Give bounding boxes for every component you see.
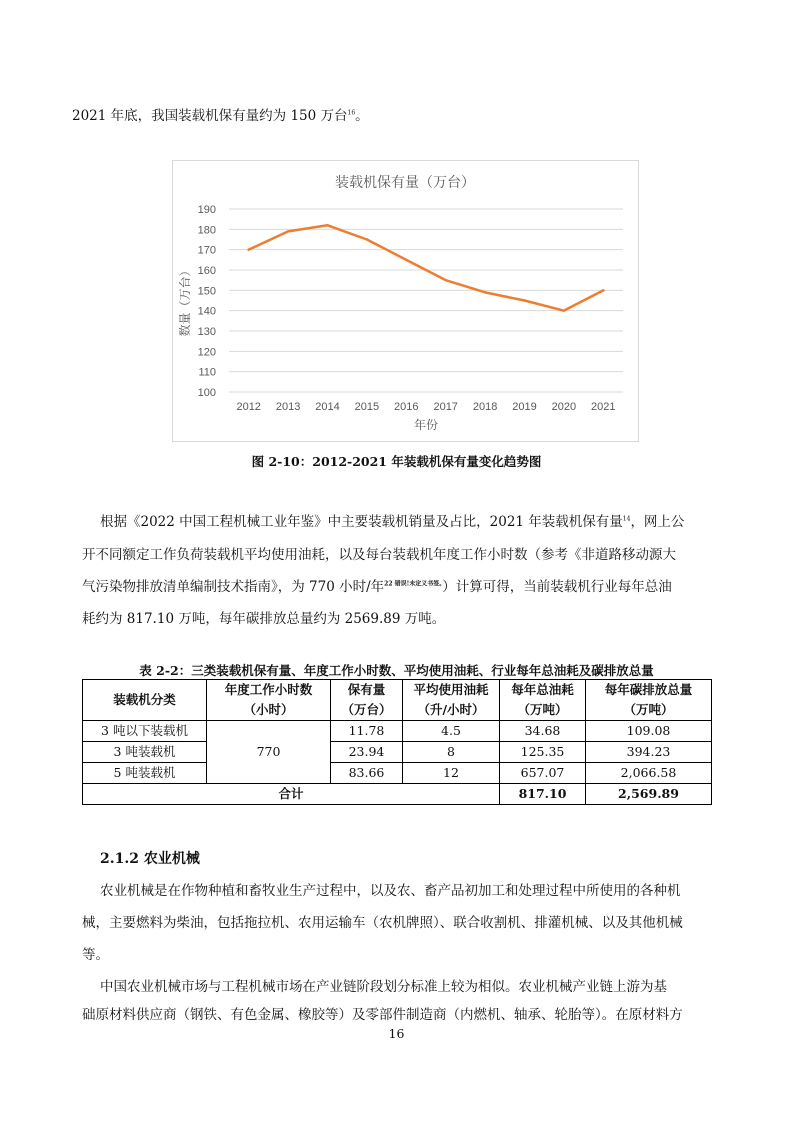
x-tick-label: 2014 [315,401,340,413]
y-tick-label: 150 [197,285,216,298]
cell-stock: 83.66 [331,763,403,784]
para1-text-a: 根据《2022 中国工程机械工业年鉴》中主要装载机销量及占比，2021 年装载机保有量 [100,514,623,530]
cell-stock: 11.78 [331,721,403,742]
citation-ref: 16 [347,109,356,117]
data-point [602,289,604,291]
para2-line3 [82,943,109,963]
data-point [405,259,407,261]
header-cell: 年度工作小时数 （小时） [207,680,331,721]
x-tick-label: 2016 [394,401,419,413]
x-tick-label: 2013 [275,401,301,413]
header-cell: 每年总油耗 （万吨） [500,680,586,721]
page-number: 16 [388,1026,405,1041]
x-tick-label: 2012 [236,401,261,413]
y-tick-label: 140 [197,305,216,318]
data-point [445,279,447,281]
x-tick-label: 2015 [354,401,380,413]
y-tick-label: 110 [198,366,216,379]
data-point [326,224,328,226]
x-tick-label: 2020 [551,401,577,413]
para2-text-l2: 械，主要燃料为柴油，包括拖拉机、农用运输车（农机牌照）、联合收割机、排灌机械、以及其他机械 [82,915,683,931]
header-cell: 保有量 （万台） [331,680,403,721]
table-caption: 表 2-2：三类装载机保有量、年度工作小时数、平均使用油耗、行业每年总油耗及碳排放总量 [139,663,654,678]
header-cell: 平均使用油耗 （升/小时） [403,680,500,721]
cell-total: 125.35 [500,742,586,763]
cell-carbon: 109.08 [586,721,712,742]
para3-text-l1: 中国农业机械市场与工程机械市场在产业链阶段划分标准上较为相似。农业机械产业链上游为基 [100,979,667,995]
table-total-row [83,784,712,805]
line-chart [172,160,639,442]
table-header-row [83,680,712,721]
table-row [83,721,712,742]
total-label: 合计 [83,784,500,805]
table-row [83,742,712,763]
data-point [366,238,368,240]
para3-line2 [82,1003,683,1023]
y-tick-label: 170 [197,244,216,257]
para1-text-l3b: ）计算可得，当前装载机行业每年总油 [442,579,672,595]
data-point [248,248,250,250]
intro-text: 2021 年底，我国装载机保有量约为 150 万台 [72,108,348,124]
y-tick-label: 100 [197,387,216,399]
y-tick-label: 190 [197,204,216,216]
cell-type: 5 吨装载机 [83,763,207,784]
para1-line3 [82,575,672,595]
x-tick-label: 2021 [591,401,616,413]
cell-carbon: 394.23 [586,742,712,763]
cell-type: 3 吨以下装载机 [83,721,207,742]
y-tick-label: 120 [197,346,216,359]
x-axis-title: 年份 [413,418,439,432]
header-cell: 每年碳排放总量 （万吨） [586,680,712,721]
y-tick-label: 160 [197,265,216,277]
data-point [287,230,289,232]
para1-text-l3a: 气污染物排放清单编制技术指南》，为 770 小时/年 [82,579,385,595]
series-line [249,225,604,310]
para2-text-l1: 农业机械是在作物种植和畜牧业生产过程中，以及农、畜产品初加工和处理过程中所使用的各种机 [100,883,681,899]
x-tick-label: 2018 [472,401,498,413]
para1-line4 [82,607,445,627]
intro-end: 。 [355,108,369,124]
cell-type: 3 吨装载机 [83,742,207,763]
para1-text-l4: 耗约为 817.10 万吨，每年碳排放总量约为 2569.89 万吨。 [82,611,446,627]
total-fuel: 817.10 [500,784,586,805]
y-tick-label: 180 [197,224,216,237]
para3-line1 [100,975,667,995]
y-axis-title: 数量（万台） [178,264,192,337]
chart-svg [173,161,638,441]
y-tick-label: 130 [197,326,216,338]
x-tick-label: 2019 [512,401,537,413]
para1-text-b: ，网上公 [630,514,685,530]
cell-fuel: 4.5 [403,721,500,742]
section-title: 2.1.2 农业机械 [100,851,200,867]
x-tick-label: 2017 [433,401,458,413]
para1-text-l2: 开不同额定工作负荷装载机平均使用油耗，以及每台装载机年度工作小时数（参考《非道路移动源大 [82,547,676,563]
para2-text-l3: 等。 [82,947,109,963]
cell-total: 657.07 [500,763,586,784]
cell-fuel: 8 [403,742,500,763]
header-cell: 装载机分类 [83,680,207,721]
data-table [82,679,712,805]
data-point [523,299,525,301]
para1-line2 [82,543,676,563]
cell-fuel: 12 [403,763,500,784]
citation-ref-14: 14 [622,515,631,523]
cell-total: 34.68 [500,721,586,742]
para2-line2 [82,911,683,931]
chart-title: 装载机保有量（万台） [335,174,475,190]
para1-line1 [100,510,684,530]
cell-hours: 770 [207,721,331,784]
figure-caption: 图 2-10：2012-2021 年装载机保有量变化趋势图 [251,454,542,469]
para3-text-l2: 础原材料供应商（钢铁、有色金属、橡胶等）及零部件制造商（内燃机、轴承、轮胎等）。在原材料方 [82,1007,683,1023]
data-point [484,291,486,293]
data-point [563,309,565,311]
table-row [83,763,712,784]
intro-line [72,104,369,124]
cell-carbon: 2,066.58 [586,763,712,784]
total-carbon: 2,569.89 [586,784,712,805]
citation-ref-22: 22 错误!未定义书签。 [384,580,443,588]
para2-line1 [100,879,681,899]
cell-stock: 23.94 [331,742,403,763]
